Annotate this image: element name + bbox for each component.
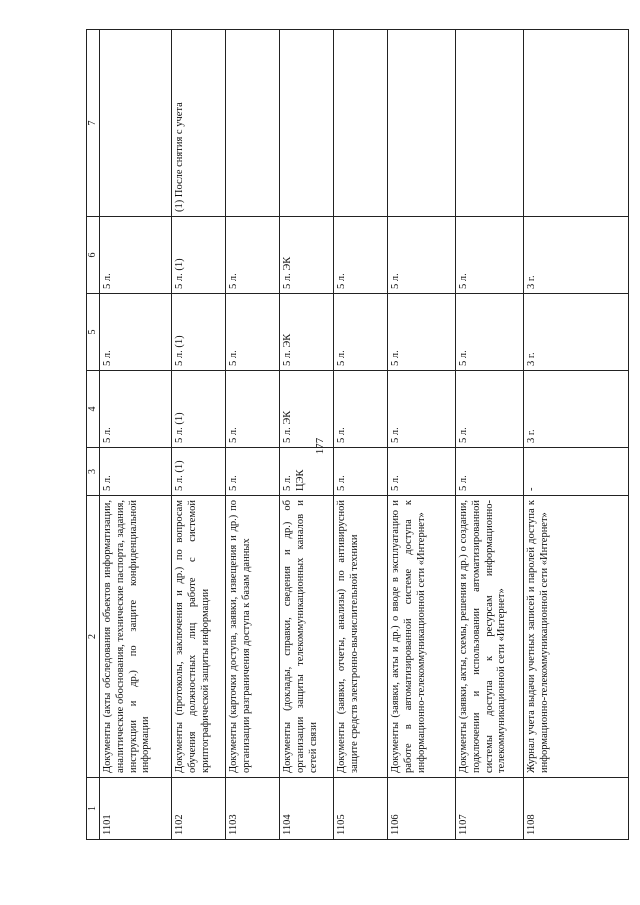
retention-col-4: 5 л. xyxy=(456,371,524,448)
row-number: 1102 xyxy=(172,778,226,840)
header-col-4: 4 xyxy=(87,371,100,448)
retention-table xyxy=(86,29,629,840)
retention-col-5: 5 л. xyxy=(100,294,172,371)
retention-col-4: 5 л. (1) xyxy=(172,371,226,448)
table-row xyxy=(226,30,280,840)
document-description: Документы (заявки, акты и др.) о вводе в эксплуатацию и работе в автоматизированной системе доступа к информационно-телекоммуникационной сети «Интернет» xyxy=(388,496,456,778)
document-description: Журнал учета выдачи учетных записей и паролей доступа к информационно-телекоммуникационной сети «Интернет» xyxy=(524,496,629,778)
row-note xyxy=(226,30,280,217)
rotated-page xyxy=(86,30,629,840)
row-note xyxy=(388,30,456,217)
row-number: 1101 xyxy=(100,778,172,840)
retention-col-6: 5 л. xyxy=(388,217,456,294)
row-note xyxy=(334,30,388,217)
page-number: 177 xyxy=(314,437,326,455)
retention-col-6: 5 л. xyxy=(226,217,280,294)
retention-col-5: 3 г. xyxy=(524,294,629,371)
header-col-3: 3 xyxy=(87,448,100,496)
retention-col-3: 5 л. (1) xyxy=(172,448,226,496)
retention-col-6: 5 л. (1) xyxy=(172,217,226,294)
header-row xyxy=(87,30,100,840)
row-note xyxy=(280,30,334,217)
retention-col-6: 5 л. ЭК xyxy=(280,217,334,294)
retention-col-6: 5 л. xyxy=(334,217,388,294)
document-description: Документы (акты обследования объектов информатизации, аналитические обоснования, технические паспорта, задания, инструкции и др.) по защите конфиденциальной информации xyxy=(100,496,172,778)
row-number: 1105 xyxy=(334,778,388,840)
row-number: 1103 xyxy=(226,778,280,840)
table-row xyxy=(334,30,388,840)
retention-col-5: 5 л. (1) xyxy=(172,294,226,371)
retention-col-3: 5 л. xyxy=(226,448,280,496)
retention-col-5: 5 л. xyxy=(456,294,524,371)
row-number: 1107 xyxy=(456,778,524,840)
row-note: (1) После снятия с учета xyxy=(172,30,226,217)
document-description: Документы (заявки, акты, схемы, решения и др.) о создании, подключении и использовании автоматизированной системы доступа к ресурсам информационно-телекоммуникационной сети «Интернет» xyxy=(456,496,524,778)
table-row xyxy=(100,30,172,840)
document-description: Документы (заявки, отчеты, анализы) по антивирусной защите средств электронно-вычислительной техники xyxy=(334,496,388,778)
retention-col-4: 3 г. xyxy=(524,371,629,448)
document-description: Документы (доклады, справки, сведения и др.) об организации защиты телекоммуникационных каналов и сетей связи xyxy=(280,496,334,778)
retention-col-5: 5 л. ЭК xyxy=(280,294,334,371)
retention-col-5: 5 л. xyxy=(226,294,280,371)
table-row xyxy=(172,30,226,840)
header-col-1: 1 xyxy=(87,778,100,840)
table-row xyxy=(388,30,456,840)
document-description: Документы (карточки доступа, заявки, извещения и др.) по организации разграничения доступа к базам данных xyxy=(226,496,280,778)
table-row xyxy=(524,30,629,840)
document-description: Документы (протоколы, заключения и др.) по вопросам обучения должностных лиц работе с системой криптографической защиты информации xyxy=(172,496,226,778)
retention-col-6: 3 г. xyxy=(524,217,629,294)
header-col-2: 2 xyxy=(87,496,100,778)
header-col-5: 5 xyxy=(87,294,100,371)
row-number: 1108 xyxy=(524,778,629,840)
row-note xyxy=(456,30,524,217)
retention-col-4: 5 л. ЭК xyxy=(280,371,334,448)
retention-col-4: 5 л. xyxy=(226,371,280,448)
retention-col-3: 5 л. xyxy=(100,448,172,496)
row-number: 1106 xyxy=(388,778,456,840)
header-col-6: 6 xyxy=(87,217,100,294)
retention-col-3: 5 л. xyxy=(334,448,388,496)
row-number: 1104 xyxy=(280,778,334,840)
retention-col-4: 5 л. xyxy=(388,371,456,448)
retention-col-4: 5 л. xyxy=(100,371,172,448)
retention-col-3: 5 л. xyxy=(388,448,456,496)
row-note xyxy=(524,30,629,217)
retention-col-3: - xyxy=(524,448,629,496)
row-note xyxy=(100,30,172,217)
retention-col-6: 5 л. xyxy=(100,217,172,294)
retention-col-3: 5 л. xyxy=(456,448,524,496)
retention-col-5: 5 л. xyxy=(388,294,456,371)
retention-col-5: 5 л. xyxy=(334,294,388,371)
table-row xyxy=(280,30,334,840)
retention-col-3: 5 л. ЦЭК xyxy=(280,448,334,496)
retention-col-4: 5 л. xyxy=(334,371,388,448)
table-row xyxy=(456,30,524,840)
header-col-7: 7 xyxy=(87,30,100,217)
retention-col-6: 5 л. xyxy=(456,217,524,294)
